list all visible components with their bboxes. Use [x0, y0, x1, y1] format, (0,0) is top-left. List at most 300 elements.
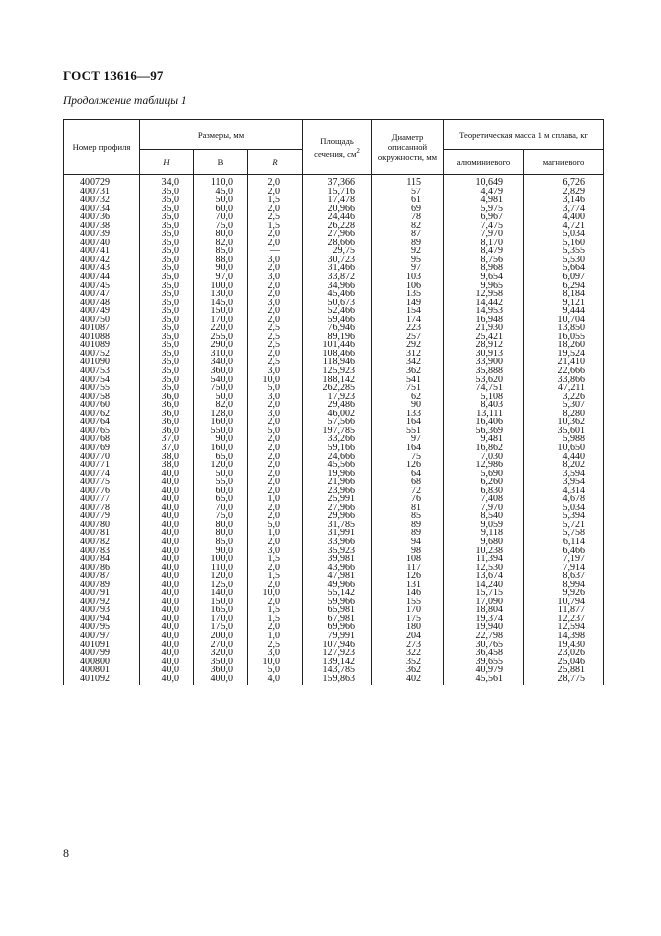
h-cell: 35,0 [140, 299, 194, 308]
profile-number-cell: 400750 [64, 316, 140, 325]
diameter-cell: 75 [372, 453, 444, 462]
area-cell: 143,785 [303, 666, 372, 675]
b-cell: 160,0 [194, 444, 248, 453]
profile-number-cell: 400762 [64, 410, 140, 419]
area-cell: 28,666 [303, 239, 372, 248]
diameter-cell: 164 [372, 418, 444, 427]
area-cell: 29,486 [303, 401, 372, 410]
r-cell: 2,0 [248, 487, 303, 496]
diameter-cell: 751 [372, 384, 444, 393]
magnesium-mass-cell: 8,184 [524, 290, 604, 299]
area-cell: 262,285 [303, 384, 372, 393]
diameter-cell: 131 [372, 581, 444, 590]
b-cell: 360,0 [194, 666, 248, 675]
magnesium-mass-cell: 3,226 [524, 393, 604, 402]
profile-number-cell: 400800 [64, 658, 140, 667]
profile-number-cell: 401091 [64, 641, 140, 650]
aluminum-mass-cell: 19,374 [444, 615, 524, 624]
magnesium-mass-cell: 6,114 [524, 538, 604, 547]
diameter-cell: 126 [372, 461, 444, 470]
b-cell: 145,0 [194, 299, 248, 308]
profile-number-cell: 400787 [64, 572, 140, 581]
header-profile-number: Номер профиля [64, 120, 140, 175]
h-cell: 36,0 [140, 410, 194, 419]
h-cell: 35,0 [140, 256, 194, 265]
b-cell: 320,0 [194, 649, 248, 658]
profile-number-cell: 400738 [64, 222, 140, 231]
header-cross-section-area [303, 120, 372, 175]
h-cell: 35,0 [140, 213, 194, 222]
area-cell: 23,966 [303, 487, 372, 496]
b-cell: 130,0 [194, 290, 248, 299]
b-cell: 400,0 [194, 675, 248, 686]
b-cell: 50,0 [194, 393, 248, 402]
magnesium-mass-cell: 5,758 [524, 529, 604, 538]
diameter-cell: 223 [372, 324, 444, 333]
table-row [64, 606, 604, 615]
aluminum-mass-cell: 13,674 [444, 572, 524, 581]
diameter-cell: 78 [372, 213, 444, 222]
profile-number-cell: 401088 [64, 333, 140, 342]
page-number: 8 [63, 846, 69, 860]
table-row [64, 529, 604, 538]
h-cell: 35,0 [140, 376, 194, 385]
magnesium-mass-cell: 5,034 [524, 230, 604, 239]
document-title: ГОСТ 13616—97 [63, 68, 164, 83]
magnesium-mass-cell: 8,637 [524, 572, 604, 581]
table-row [64, 564, 604, 573]
h-cell: 38,0 [140, 461, 194, 470]
area-cell: 50,673 [303, 299, 372, 308]
r-cell: 2,0 [248, 453, 303, 462]
r-cell: 1,0 [248, 529, 303, 538]
area-cell: 69,966 [303, 623, 372, 632]
diameter-cell: 155 [372, 598, 444, 607]
table-row [64, 555, 604, 564]
table-row [64, 324, 604, 333]
area-cell: 35,923 [303, 547, 372, 556]
profile-number-cell: 400799 [64, 649, 140, 658]
header-aluminum-alloy: алюминиевого [444, 150, 524, 175]
r-cell: 3,0 [248, 367, 303, 376]
r-cell: 3,0 [248, 410, 303, 419]
magnesium-mass-cell: 6,726 [524, 175, 604, 188]
magnesium-mass-cell: 5,988 [524, 435, 604, 444]
magnesium-mass-cell: 3,146 [524, 196, 604, 205]
table-row [64, 213, 604, 222]
table-row [64, 487, 604, 496]
table-row [64, 401, 604, 410]
b-cell: 750,0 [194, 384, 248, 393]
r-cell: 2,0 [248, 564, 303, 573]
aluminum-mass-cell: 9,118 [444, 529, 524, 538]
r-cell: 1,5 [248, 606, 303, 615]
diameter-cell: 174 [372, 316, 444, 325]
magnesium-mass-cell: 4,400 [524, 213, 604, 222]
magnesium-mass-cell: 10,362 [524, 418, 604, 427]
r-cell: 2,5 [248, 358, 303, 367]
b-cell: 350,0 [194, 658, 248, 667]
r-cell: 5,0 [248, 384, 303, 393]
diameter-cell: 57 [372, 188, 444, 197]
b-cell: 90,0 [194, 264, 248, 273]
r-cell: 10,0 [248, 589, 303, 598]
h-cell: 35,0 [140, 367, 194, 376]
area-cell: 21,966 [303, 478, 372, 487]
area-cell: 79,991 [303, 632, 372, 641]
aluminum-mass-cell: 7,475 [444, 222, 524, 231]
profile-number-cell: 401087 [64, 324, 140, 333]
table-row [64, 384, 604, 393]
r-cell: 2,0 [248, 307, 303, 316]
h-cell: 35,0 [140, 239, 194, 248]
b-cell: 82,0 [194, 239, 248, 248]
area-cell: 31,991 [303, 529, 372, 538]
b-cell: 125,0 [194, 581, 248, 590]
table-row [64, 435, 604, 444]
diameter-cell: 68 [372, 478, 444, 487]
h-cell: 40,0 [140, 606, 194, 615]
b-cell: 165,0 [194, 606, 248, 615]
diameter-cell: 92 [372, 247, 444, 256]
magnesium-mass-cell: 10,704 [524, 316, 604, 325]
diameter-cell: 292 [372, 341, 444, 350]
b-cell: 55,0 [194, 478, 248, 487]
table-continuation-caption: Продолжение таблицы 1 [63, 95, 187, 107]
r-cell: 3,0 [248, 256, 303, 265]
area-cell: 29,75 [303, 247, 372, 256]
r-cell: 5,0 [248, 521, 303, 530]
magnesium-mass-cell: 16,055 [524, 333, 604, 342]
diameter-cell: 61 [372, 196, 444, 205]
profile-number-cell: 400742 [64, 256, 140, 265]
r-cell: 3,0 [248, 547, 303, 556]
b-cell: 80,0 [194, 529, 248, 538]
table-row [64, 658, 604, 667]
magnesium-mass-cell: 47,211 [524, 384, 604, 393]
header-area-exponent: 2 [356, 146, 360, 155]
table-row [64, 623, 604, 632]
diameter-cell: 149 [372, 299, 444, 308]
aluminum-mass-cell: 14,240 [444, 581, 524, 590]
b-cell: 88,0 [194, 256, 248, 265]
aluminum-mass-cell: 8,540 [444, 512, 524, 521]
table-row [64, 461, 604, 470]
table-row [64, 341, 604, 350]
table-row [64, 350, 604, 359]
magnesium-mass-cell: 5,034 [524, 504, 604, 513]
magnesium-mass-cell: 12,594 [524, 623, 604, 632]
b-cell: 550,0 [194, 427, 248, 436]
h-cell: 38,0 [140, 453, 194, 462]
r-cell: 2,0 [248, 435, 303, 444]
magnesium-mass-cell: 5,355 [524, 247, 604, 256]
area-cell: 139,142 [303, 658, 372, 667]
b-cell: 200,0 [194, 632, 248, 641]
profile-number-cell: 400774 [64, 470, 140, 479]
b-cell: 50,0 [194, 470, 248, 479]
profile-number-cell: 400786 [64, 564, 140, 573]
h-cell: 40,0 [140, 666, 194, 675]
b-cell: 100,0 [194, 555, 248, 564]
aluminum-mass-cell: 14,953 [444, 307, 524, 316]
aluminum-mass-cell: 14,442 [444, 299, 524, 308]
b-cell: 85,0 [194, 247, 248, 256]
diameter-cell: 154 [372, 307, 444, 316]
table-row [64, 495, 604, 504]
r-cell: 1,0 [248, 495, 303, 504]
table-row [64, 273, 604, 282]
aluminum-mass-cell: 6,967 [444, 213, 524, 222]
profile-number-cell: 400744 [64, 273, 140, 282]
r-cell: 1,5 [248, 572, 303, 581]
area-cell: 59,166 [303, 444, 372, 453]
profile-number-cell: 400789 [64, 581, 140, 590]
magnesium-mass-cell: 6,294 [524, 282, 604, 291]
h-cell: 37,0 [140, 444, 194, 453]
magnesium-mass-cell: 19,430 [524, 641, 604, 650]
magnesium-mass-cell: 3,954 [524, 478, 604, 487]
aluminum-mass-cell: 33,900 [444, 358, 524, 367]
area-cell: 108,466 [303, 350, 372, 359]
profile-number-cell: 400768 [64, 435, 140, 444]
aluminum-mass-cell: 8,479 [444, 247, 524, 256]
diameter-cell: 89 [372, 529, 444, 538]
magnesium-mass-cell: 22,666 [524, 367, 604, 376]
profile-number-cell: 400758 [64, 393, 140, 402]
r-cell: 3,0 [248, 299, 303, 308]
b-cell: 45,0 [194, 188, 248, 197]
table-row [64, 427, 604, 436]
header-area-label: Площадь сечения, см [314, 135, 357, 159]
diameter-cell: 108 [372, 555, 444, 564]
h-cell: 35,0 [140, 290, 194, 299]
area-cell: 89,196 [303, 333, 372, 342]
area-cell: 65,981 [303, 606, 372, 615]
aluminum-mass-cell: 9,059 [444, 521, 524, 530]
magnesium-mass-cell: 5,530 [524, 256, 604, 265]
aluminum-mass-cell: 16,406 [444, 418, 524, 427]
profile-number-cell: 400731 [64, 188, 140, 197]
h-cell: 40,0 [140, 623, 194, 632]
h-cell: 35,0 [140, 273, 194, 282]
h-cell: 35,0 [140, 264, 194, 273]
h-cell: 40,0 [140, 487, 194, 496]
diameter-cell: 94 [372, 538, 444, 547]
h-cell: 40,0 [140, 675, 194, 686]
r-cell: 2,0 [248, 512, 303, 521]
profile-number-cell: 400780 [64, 521, 140, 530]
aluminum-mass-cell: 9,481 [444, 435, 524, 444]
b-cell: 75,0 [194, 222, 248, 231]
h-cell: 40,0 [140, 598, 194, 607]
profile-number-cell: 400770 [64, 453, 140, 462]
h-cell: 35,0 [140, 341, 194, 350]
h-cell: 40,0 [140, 495, 194, 504]
b-cell: 70,0 [194, 504, 248, 513]
area-cell: 34,966 [303, 282, 372, 291]
table-row [64, 504, 604, 513]
diameter-cell: 82 [372, 222, 444, 231]
magnesium-mass-cell: 4,721 [524, 222, 604, 231]
table-row [64, 264, 604, 273]
b-cell: 60,0 [194, 205, 248, 214]
diameter-cell: 164 [372, 444, 444, 453]
b-cell: 128,0 [194, 410, 248, 419]
table-row [64, 358, 604, 367]
r-cell: 2,5 [248, 213, 303, 222]
h-cell: 35,0 [140, 333, 194, 342]
profile-number-cell: 400741 [64, 247, 140, 256]
aluminum-mass-cell: 5,108 [444, 393, 524, 402]
header-dimensions: Размеры, мм [140, 120, 303, 150]
profile-number-cell: 400734 [64, 205, 140, 214]
h-cell: 35,0 [140, 384, 194, 393]
area-cell: 101,446 [303, 341, 372, 350]
profile-number-cell: 400753 [64, 367, 140, 376]
diameter-cell: 322 [372, 649, 444, 658]
diameter-cell: 89 [372, 239, 444, 248]
magnesium-mass-cell: 23,026 [524, 649, 604, 658]
b-cell: 120,0 [194, 461, 248, 470]
magnesium-mass-cell: 9,444 [524, 307, 604, 316]
r-cell: 2,0 [248, 504, 303, 513]
b-cell: 80,0 [194, 230, 248, 239]
aluminum-mass-cell: 8,170 [444, 239, 524, 248]
area-cell: 15,716 [303, 188, 372, 197]
r-cell: 2,0 [248, 205, 303, 214]
aluminum-mass-cell: 16,948 [444, 316, 524, 325]
magnesium-mass-cell: 14,398 [524, 632, 604, 641]
area-cell: 19,966 [303, 470, 372, 479]
area-cell: 25,991 [303, 495, 372, 504]
h-cell: 40,0 [140, 512, 194, 521]
aluminum-mass-cell: 12,958 [444, 290, 524, 299]
table-row [64, 367, 604, 376]
header-dim-r: R [248, 150, 303, 175]
aluminum-mass-cell: 9,680 [444, 538, 524, 547]
profile-number-cell: 401089 [64, 341, 140, 350]
magnesium-mass-cell: 8,280 [524, 410, 604, 419]
profile-number-cell: 400776 [64, 487, 140, 496]
area-cell: 31,785 [303, 521, 372, 530]
r-cell: 10,0 [248, 376, 303, 385]
diameter-cell: 402 [372, 675, 444, 686]
b-cell: 170,0 [194, 615, 248, 624]
header-circumscribed-diameter: Диаметр описанной окружности, мм [372, 120, 444, 175]
magnesium-mass-cell: 8,994 [524, 581, 604, 590]
r-cell: 2,0 [248, 478, 303, 487]
profile-number-cell: 400729 [64, 175, 140, 188]
aluminum-mass-cell: 11,394 [444, 555, 524, 564]
area-cell: 45,566 [303, 461, 372, 470]
aluminum-mass-cell: 18,804 [444, 606, 524, 615]
b-cell: 110,0 [194, 564, 248, 573]
b-cell: 65,0 [194, 453, 248, 462]
diameter-cell: 106 [372, 282, 444, 291]
diameter-cell: 342 [372, 358, 444, 367]
area-cell: 47,981 [303, 572, 372, 581]
r-cell: 2,0 [248, 175, 303, 188]
table-row [64, 290, 604, 299]
profile-number-cell: 400752 [64, 350, 140, 359]
h-cell: 36,0 [140, 418, 194, 427]
table-row [64, 376, 604, 385]
area-cell: 59,966 [303, 598, 372, 607]
area-cell: 27,966 [303, 504, 372, 513]
b-cell: 175,0 [194, 623, 248, 632]
profile-number-cell: 400755 [64, 384, 140, 393]
h-cell: 35,0 [140, 222, 194, 231]
aluminum-mass-cell: 5,690 [444, 470, 524, 479]
b-cell: 85,0 [194, 538, 248, 547]
profile-number-cell: 400794 [64, 615, 140, 624]
profile-number-cell: 400771 [64, 461, 140, 470]
b-cell: 150,0 [194, 598, 248, 607]
diameter-cell: 115 [372, 175, 444, 188]
header-theoretical-mass: Теоретическая масса 1 м сплава, кг [444, 120, 604, 150]
diameter-cell: 146 [372, 589, 444, 598]
r-cell: 2,5 [248, 333, 303, 342]
b-cell: 270,0 [194, 641, 248, 650]
aluminum-mass-cell: 30,765 [444, 641, 524, 650]
h-cell: 36,0 [140, 401, 194, 410]
profile-number-cell: 400747 [64, 290, 140, 299]
b-cell: 160,0 [194, 418, 248, 427]
table-row [64, 615, 604, 624]
r-cell: 2,5 [248, 324, 303, 333]
r-cell: 1,5 [248, 222, 303, 231]
table-row [64, 256, 604, 265]
profile-number-cell: 400782 [64, 538, 140, 547]
r-cell: 3,0 [248, 273, 303, 282]
area-cell: 49,966 [303, 581, 372, 590]
h-cell: 37,0 [140, 435, 194, 444]
profile-number-cell: 400791 [64, 589, 140, 598]
area-cell: 188,142 [303, 376, 372, 385]
area-cell: 33,872 [303, 273, 372, 282]
b-cell: 110,0 [194, 175, 248, 188]
h-cell: 40,0 [140, 555, 194, 564]
aluminum-mass-cell: 74,751 [444, 384, 524, 393]
diameter-cell: 62 [372, 393, 444, 402]
b-cell: 140,0 [194, 589, 248, 598]
aluminum-mass-cell: 19,940 [444, 623, 524, 632]
h-cell: 40,0 [140, 641, 194, 650]
r-cell: 5,0 [248, 427, 303, 436]
table-row [64, 239, 604, 248]
table-row [64, 649, 604, 658]
magnesium-mass-cell: 4,440 [524, 453, 604, 462]
area-cell: 24,666 [303, 453, 372, 462]
diameter-cell: 89 [372, 521, 444, 530]
b-cell: 65,0 [194, 495, 248, 504]
b-cell: 340,0 [194, 358, 248, 367]
profile-number-cell: 400793 [64, 606, 140, 615]
aluminum-mass-cell: 53,620 [444, 376, 524, 385]
diameter-cell: 98 [372, 547, 444, 556]
area-cell: 17,478 [303, 196, 372, 205]
area-cell: 43,966 [303, 564, 372, 573]
h-cell: 35,0 [140, 205, 194, 214]
magnesium-mass-cell: 13,850 [524, 324, 604, 333]
b-cell: 360,0 [194, 367, 248, 376]
r-cell: 2,0 [248, 264, 303, 273]
diameter-cell: 175 [372, 615, 444, 624]
area-cell: 26,228 [303, 222, 372, 231]
magnesium-mass-cell: 11,877 [524, 606, 604, 615]
diameter-cell: 180 [372, 623, 444, 632]
